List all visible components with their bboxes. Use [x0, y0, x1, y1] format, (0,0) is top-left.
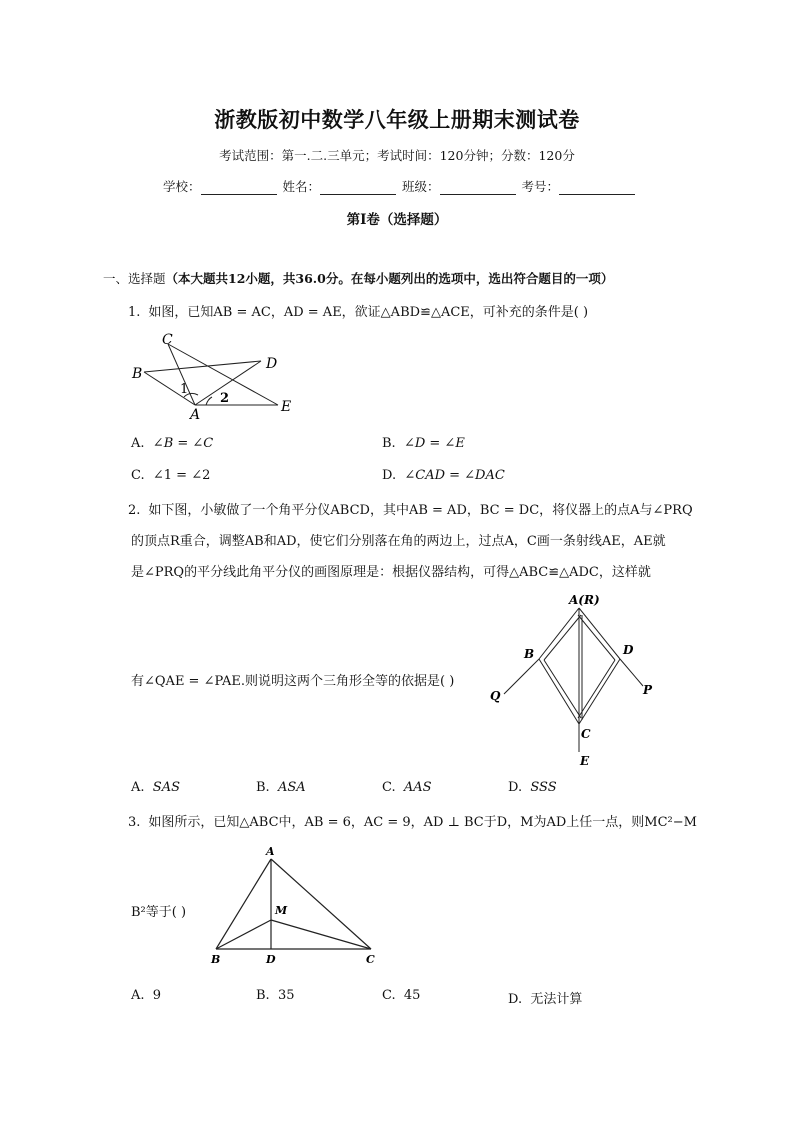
question-2-stem-line-1 — [128, 499, 693, 518]
option-text: SSS — [530, 780, 557, 795]
question-2-stem-line-4: 有∠QAE = ∠PAE.则说明这两个三角形全等的依据是( ) — [131, 674, 455, 689]
school-label: 学校： — [163, 179, 201, 194]
q2-option-a[interactable] — [131, 780, 180, 795]
option-text: 9 — [152, 988, 162, 1003]
name-label: 姓名： — [282, 179, 321, 194]
q1-option-b[interactable] — [382, 436, 465, 451]
label-B: B — [211, 953, 221, 966]
name-blank[interactable] — [320, 181, 396, 195]
option-letter: B. — [256, 988, 270, 1003]
label-D: D — [266, 953, 276, 966]
question-2-stem-line-3: 是∠PRQ的平分线此角平分仪的画图原理是：根据仪器结构，可得△ABC≌△ADC，这样就 — [131, 565, 651, 580]
q2-option-c[interactable] — [382, 780, 432, 795]
question-number: 1. — [128, 305, 141, 320]
exam-no-blank[interactable] — [559, 181, 635, 195]
school-blank[interactable] — [201, 181, 277, 195]
option-letter: D. — [508, 992, 523, 1007]
label-C: C — [581, 727, 591, 741]
option-text: ∠CAD = ∠DAC — [404, 468, 505, 483]
label-D: D — [623, 643, 634, 657]
option-text: AAS — [403, 780, 432, 795]
option-text: 无法计算 — [530, 992, 583, 1007]
question-number: 3. — [128, 815, 141, 830]
option-letter: C. — [131, 468, 145, 483]
option-letter: D. — [508, 780, 523, 795]
label-P: P — [643, 683, 653, 697]
label-C: C — [366, 953, 375, 966]
option-letter: B. — [382, 436, 396, 451]
q3-option-a[interactable] — [131, 988, 161, 1003]
question-1-figure — [126, 325, 306, 420]
section-heading — [103, 269, 613, 287]
question-3-stem-line-1 — [128, 811, 697, 830]
option-text: 45 — [403, 988, 421, 1003]
option-text: ASA — [277, 780, 306, 795]
option-letter: C. — [382, 988, 396, 1003]
question-2-stem-line-2: 的顶点R重合，调整AB和AD，使它们分别落在角的两边上，过点A，C画一条射线AE，AE就 — [131, 534, 666, 549]
section-label: 一、选择题 — [103, 271, 166, 286]
class-blank[interactable] — [440, 181, 516, 195]
option-text: 35 — [277, 988, 295, 1003]
question-number: 2. — [128, 503, 141, 518]
label-A: A — [190, 407, 201, 420]
q1-option-a[interactable] — [131, 436, 213, 451]
label-Q: Q — [490, 689, 501, 703]
label-C: C — [162, 332, 173, 348]
question-text: 如下图，小敏做了一个角平分仪ABCD，其中AB = AD，BC = DC，将仪器上的点A与∠PRQ — [148, 503, 693, 518]
option-letter: B. — [256, 780, 270, 795]
question-2-figure — [486, 590, 676, 770]
option-text: SAS — [152, 780, 180, 795]
option-text: ∠1 = ∠2 — [152, 468, 211, 483]
question-3-figure — [204, 843, 384, 971]
question-1-stem — [128, 301, 588, 320]
student-info-fields — [163, 177, 637, 195]
page-title: 浙教版初中数学八年级上册期末测试卷 — [214, 107, 580, 132]
class-label: 班级： — [402, 179, 440, 194]
q3-option-d[interactable] — [508, 988, 582, 1007]
option-letter: D. — [382, 468, 397, 483]
label-A: A — [266, 845, 275, 858]
volume-heading: 第I卷（选择题） — [346, 212, 448, 228]
option-letter: A. — [131, 988, 145, 1003]
label-E: E — [281, 399, 292, 415]
label-D: D — [266, 356, 278, 372]
question-3-stem-line-2: B²等于( ) — [131, 905, 187, 920]
label-A-R: A(R) — [569, 593, 600, 607]
label-angle-2: 2 — [220, 391, 230, 406]
exam-subtitle: 考试范围：第一.二.三单元；考试时间：120分钟；分数：120分 — [219, 148, 575, 163]
q2-option-b[interactable] — [256, 780, 306, 795]
option-text: ∠B = ∠C — [152, 436, 214, 451]
label-B: B — [132, 366, 143, 382]
exam-no-label: 考号： — [521, 179, 560, 194]
q1-option-c[interactable] — [131, 468, 210, 483]
option-letter: A. — [131, 780, 145, 795]
option-letter: A. — [131, 436, 145, 451]
label-E: E — [580, 754, 590, 768]
option-text: ∠D = ∠E — [403, 436, 465, 451]
q1-option-d[interactable] — [382, 468, 505, 483]
question-text: 如图，已知AB = AC，AD = AE，欲证△ABD≌△ACE，可补充的条件是( ) — [148, 305, 589, 320]
q2-option-d[interactable] — [508, 780, 557, 795]
label-angle-1: 1 — [180, 382, 189, 397]
q3-option-b[interactable] — [256, 988, 295, 1003]
question-text: 如图所示，已知△ABC中，AB = 6，AC = 9，AD ⊥ BC于D，M为AD上任一点，则MC²−M — [148, 815, 697, 830]
label-M: M — [275, 904, 288, 917]
label-B: B — [524, 647, 535, 661]
option-letter: C. — [382, 780, 396, 795]
q3-option-c[interactable] — [382, 988, 420, 1003]
section-instructions: （本大题共12小题，共36.0分。在每小题列出的选项中，选出符合题目的一项） — [165, 271, 614, 286]
